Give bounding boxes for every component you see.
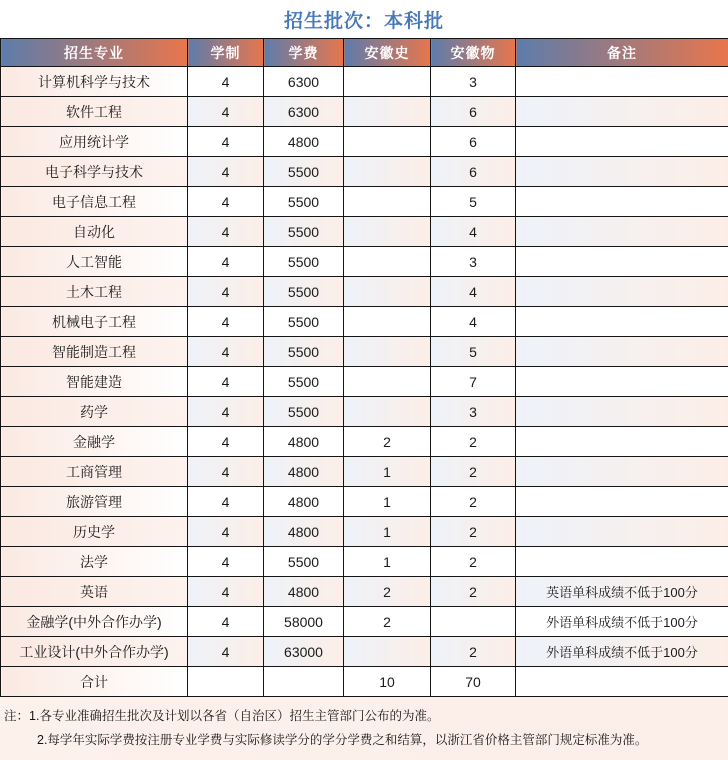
cell-years: 4 (188, 277, 264, 307)
cell-years (188, 667, 264, 697)
cell-years: 4 (188, 547, 264, 577)
cell-anhui-history: 2 (344, 577, 431, 607)
cell-tuition: 5500 (264, 247, 344, 277)
cell-years: 4 (188, 247, 264, 277)
cell-note (516, 457, 728, 487)
page-title-bar (0, 0, 728, 38)
cell-tuition: 6300 (264, 97, 344, 127)
cell-years: 4 (188, 577, 264, 607)
cell-anhui-history: 1 (344, 517, 431, 547)
cell-anhui-physics: 4 (431, 217, 516, 247)
cell-note (516, 217, 728, 247)
cell-anhui-history (344, 157, 431, 187)
cell-note (516, 337, 728, 367)
cell-years: 4 (188, 217, 264, 247)
table-row (1, 337, 728, 367)
table-row (1, 217, 728, 247)
cell-anhui-physics: 6 (431, 157, 516, 187)
cell-note (516, 367, 728, 397)
cell-years: 4 (188, 67, 264, 97)
cell-years: 4 (188, 517, 264, 547)
cell-anhui-physics: 2 (431, 637, 516, 667)
cell-major: 旅游管理 (1, 487, 188, 517)
cell-tuition: 6300 (264, 67, 344, 97)
table-row (1, 307, 728, 337)
footnote-2-text: 2.每学年实际学费按注册专业学费与实际修读学分的学分学费之和结算，以浙江省价格主管部门规定标准为准。 (37, 733, 647, 747)
cell-note (516, 97, 728, 127)
cell-tuition: 5500 (264, 337, 344, 367)
cell-tuition: 5500 (264, 157, 344, 187)
cell-years: 4 (188, 157, 264, 187)
cell-years: 4 (188, 127, 264, 157)
table-row (1, 277, 728, 307)
cell-note: 外语单科成绩不低于100分 (516, 637, 728, 667)
cell-tuition: 5500 (264, 307, 344, 337)
total-row (1, 667, 728, 697)
cell-note (516, 157, 728, 187)
footnote-line-2 (4, 728, 722, 752)
table-body (1, 67, 728, 697)
cell-major: 计算机科学与技术 (1, 67, 188, 97)
cell-years: 4 (188, 637, 264, 667)
table-row (1, 427, 728, 457)
cell-anhui-history (344, 97, 431, 127)
table-row (1, 67, 728, 97)
cell-note (516, 247, 728, 277)
cell-note (516, 517, 728, 547)
cell-anhui-history (344, 397, 431, 427)
cell-years: 4 (188, 607, 264, 637)
cell-tuition: 4800 (264, 487, 344, 517)
cell-note (516, 277, 728, 307)
cell-anhui-physics (431, 607, 516, 637)
cell-tuition (264, 667, 344, 697)
cell-major: 法学 (1, 547, 188, 577)
table-row (1, 157, 728, 187)
admissions-table (0, 38, 728, 697)
cell-anhui-physics: 3 (431, 247, 516, 277)
cell-years: 4 (188, 487, 264, 517)
cell-tuition: 4800 (264, 127, 344, 157)
cell-major: 工业设计(中外合作办学) (1, 637, 188, 667)
cell-anhui-history: 1 (344, 547, 431, 577)
cell-anhui-physics: 4 (431, 307, 516, 337)
cell-major: 土木工程 (1, 277, 188, 307)
page-title: 招生批次：本科批 (284, 6, 444, 33)
cell-note (516, 547, 728, 577)
cell-years: 4 (188, 97, 264, 127)
cell-tuition: 4800 (264, 427, 344, 457)
table-row (1, 607, 728, 637)
cell-anhui-history: 2 (344, 427, 431, 457)
cell-anhui-physics: 2 (431, 577, 516, 607)
cell-major: 自动化 (1, 217, 188, 247)
cell-major: 英语 (1, 577, 188, 607)
table-row (1, 457, 728, 487)
cell-major: 人工智能 (1, 247, 188, 277)
cell-anhui-physics: 2 (431, 547, 516, 577)
table-row (1, 397, 728, 427)
column-header-anhui-history: 安徽史 (344, 39, 431, 67)
cell-anhui-physics: 5 (431, 187, 516, 217)
column-header-years: 学制 (188, 39, 264, 67)
table-row (1, 127, 728, 157)
footnote-prefix: 注： (4, 709, 29, 723)
cell-anhui-history (344, 67, 431, 97)
cell-anhui-history (344, 307, 431, 337)
cell-anhui-physics: 70 (431, 667, 516, 697)
table-row (1, 577, 728, 607)
cell-anhui-history (344, 367, 431, 397)
cell-major: 金融学 (1, 427, 188, 457)
cell-major: 合计 (1, 667, 188, 697)
table-row (1, 547, 728, 577)
cell-anhui-history (344, 127, 431, 157)
table-row (1, 247, 728, 277)
cell-note (516, 667, 728, 697)
cell-note (516, 427, 728, 457)
cell-anhui-physics: 3 (431, 67, 516, 97)
cell-note (516, 307, 728, 337)
column-header-note: 备注 (516, 39, 728, 67)
cell-anhui-history (344, 217, 431, 247)
cell-years: 4 (188, 337, 264, 367)
cell-anhui-physics: 6 (431, 97, 516, 127)
cell-years: 4 (188, 187, 264, 217)
cell-anhui-physics: 7 (431, 367, 516, 397)
cell-anhui-physics: 2 (431, 487, 516, 517)
cell-years: 4 (188, 307, 264, 337)
cell-anhui-history (344, 337, 431, 367)
cell-anhui-history: 1 (344, 487, 431, 517)
cell-years: 4 (188, 457, 264, 487)
cell-tuition: 4800 (264, 517, 344, 547)
column-header-anhui-physics: 安徽物 (431, 39, 516, 67)
cell-anhui-history (344, 637, 431, 667)
cell-anhui-physics: 4 (431, 277, 516, 307)
cell-tuition: 5500 (264, 277, 344, 307)
cell-years: 4 (188, 367, 264, 397)
cell-tuition: 4800 (264, 577, 344, 607)
table-row (1, 517, 728, 547)
cell-major: 药学 (1, 397, 188, 427)
table-header-row (1, 39, 728, 67)
cell-tuition: 58000 (264, 607, 344, 637)
cell-anhui-physics: 5 (431, 337, 516, 367)
cell-note (516, 127, 728, 157)
cell-tuition: 4800 (264, 457, 344, 487)
cell-tuition: 5500 (264, 547, 344, 577)
cell-anhui-history: 1 (344, 457, 431, 487)
cell-anhui-physics: 2 (431, 427, 516, 457)
table-row (1, 487, 728, 517)
table-row (1, 637, 728, 667)
cell-tuition: 63000 (264, 637, 344, 667)
cell-anhui-history (344, 247, 431, 277)
cell-major: 历史学 (1, 517, 188, 547)
cell-anhui-physics: 2 (431, 517, 516, 547)
table-row (1, 367, 728, 397)
footnote-1-text: 1.各专业准确招生批次及计划以各省（自治区）招生主管部门公布的为准。 (29, 709, 439, 723)
cell-note (516, 397, 728, 427)
cell-note (516, 187, 728, 217)
cell-major: 电子科学与技术 (1, 157, 188, 187)
cell-major: 智能建造 (1, 367, 188, 397)
cell-anhui-physics: 2 (431, 457, 516, 487)
cell-note: 外语单科成绩不低于100分 (516, 607, 728, 637)
cell-tuition: 5500 (264, 187, 344, 217)
cell-major: 金融学(中外合作办学) (1, 607, 188, 637)
footnote-line-1 (4, 704, 722, 728)
table-row (1, 97, 728, 127)
cell-anhui-physics: 6 (431, 127, 516, 157)
column-header-tuition: 学费 (264, 39, 344, 67)
cell-major: 电子信息工程 (1, 187, 188, 217)
cell-note (516, 487, 728, 517)
footnotes (0, 697, 728, 760)
cell-tuition: 5500 (264, 217, 344, 247)
cell-major: 工商管理 (1, 457, 188, 487)
cell-note (516, 67, 728, 97)
cell-tuition: 5500 (264, 367, 344, 397)
cell-anhui-history: 10 (344, 667, 431, 697)
cell-years: 4 (188, 427, 264, 457)
cell-note: 英语单科成绩不低于100分 (516, 577, 728, 607)
cell-anhui-history (344, 277, 431, 307)
cell-major: 软件工程 (1, 97, 188, 127)
cell-years: 4 (188, 397, 264, 427)
cell-anhui-physics: 3 (431, 397, 516, 427)
cell-major: 智能制造工程 (1, 337, 188, 367)
cell-major: 机械电子工程 (1, 307, 188, 337)
column-header-major: 招生专业 (1, 39, 188, 67)
cell-anhui-history: 2 (344, 607, 431, 637)
cell-tuition: 5500 (264, 397, 344, 427)
table-row (1, 187, 728, 217)
cell-major: 应用统计学 (1, 127, 188, 157)
cell-anhui-history (344, 187, 431, 217)
